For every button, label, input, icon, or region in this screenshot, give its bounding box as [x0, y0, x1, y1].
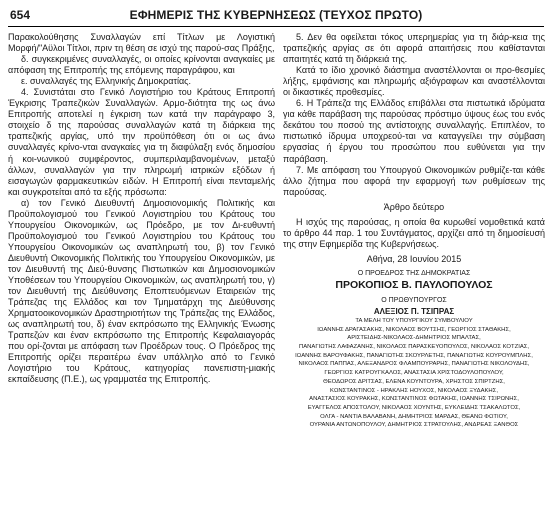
header-rule [8, 26, 544, 27]
president-caption: Ο ΠΡΟΕΔΡΟΣ ΤΗΣ ΔΗΜΟΚΡΑΤΙΑΣ [357, 269, 471, 277]
page-header [8, 8, 544, 24]
council-line: ΚΩΝΣΤΑΝΤΙΝΟΣ - ΗΡΑΚΛΗΣ ΗΟΥΧΟΣ, ΝΙΚΟΛΑΟΣ ΞΥΔΑΚΗΣ, [330, 387, 498, 394]
paragraph: 7. Με απόφαση του Υπουργού Οικονομικών ρυθμίζε-ται κάθε άλλο ζήτημα που αφορά την εφαρμογή των ρυθμίσεων της παρούσας. [283, 164, 545, 197]
council-line: ΓΕΩΡΓΙΟΣ ΚΑΤΡΟΥΓΚΑΛΟΣ, ΑΝΑΣΤΑΣΙΑ ΧΡΙΣΤΟΔΟΥΛΟΠΟΥΛΟΥ, [324, 370, 504, 377]
article-text: Η ισχύς της παρούσας, η οποία θα κυρωθεί νομοθετικά κατά το άρθρο 44 παρ. 1 του Συντάγματος, αρχίζει από τη δημοσίευσή της στην Εφημερίδα της Κυβερνήσεως. [283, 216, 545, 249]
council-line: ΙΩΑΝΝΗΣ ΔΡΑΓΑΣΑΚΗΣ, ΝΙΚΟΛΑΟΣ ΒΟΥΤΣΗΣ, ΓΕΩΡΓΙΟΣ ΣΤΑΘΑΚΗΣ, [317, 326, 511, 333]
paragraph: δ. συγκεκριμένες συναλλαγές, οι οποίες κρίνονται αναγκαίες με απόφαση της Επιτροπής της επόμενης παραγράφου, και [8, 54, 275, 76]
council-line: ΠΑΝΑΓΙΩΤΗΣ ΛΑΦΑΖΑΝΗΣ, ΝΙΚΟΛΑΟΣ ΠΑΡΑΣΚΕΥΟΠΟΥΛΟΣ, ΝΙΚΟΛΑΟΣ ΚΟΤΖΙΑΣ, [298, 344, 530, 351]
council-line: ΝΙΚΟΛΑΟΣ ΠΑΠΠΑΣ, ΑΛΕΞΑΝΔΡΟΣ ΦΛΑΜΠΟΥΡΑΡΗΣ, ΠΑΝΑΓΙΩΤΗΣ ΝΙΚΟΛΟΥΔΗΣ, [298, 361, 530, 368]
paragraph: ε. συναλλαγές της Ελληνικής Δημοκρατίας. [21, 76, 191, 87]
page-number: 654 [10, 8, 31, 22]
council-line: ΟΛΓΑ - ΝΑΝΤΙΑ ΒΑΛΑΒΑΝΗ, ΔΗΜΗΤΡΙΟΣ ΜΑΡΔΑΣ, ΘΕΑΝΩ ΦΩΤΙΟΥ, [320, 413, 508, 420]
council-line: ΑΡΙΣΤΕΙΔΗΣ-ΝΙΚΟΛΑΟΣ-ΔΗΜΗΤΡΙΟΣ ΜΠΑΛΤΑΣ, [347, 335, 481, 342]
council-line: ΑΝΑΣΤΑΣΙΟΣ ΚΟΥΡΑΚΗΣ, ΚΩΝΣΤΑΝΤΙΝΟΣ ΦΩΤΑΚΗΣ, ΙΩΑΝΝΗΣ ΤΣΙΡΩΝΗΣ, [309, 396, 519, 403]
paragraph: α) τον Γενικό Διευθυντή Δημοσιονομικής Πολιτικής και Προϋπολογισμού του Γενικού Λογιστηρίου του Κράτους του Υπουργείου Οικονομικών, ως Πρόεδρο, με τον Δι-ευθυντή Προϋπολογισμού του Γενικού Λογιστηρίου του Κράτους του Υπουργείου Οικονομικών ως αναπληρωτή του, β) τον Γενικό Διευθυντή Οικονομικής Πολιτικής του Υπουργείου Οικονομικών, με τον Διευθυντή της Διεύ-θυνσης Πιστωτικών και Δημοσιονομικών Υποθέσεων του Υπουργείου Οικονομικών, ως αναπληρωτή του, γ) τον Διευθυντή της Διεύθυνσης Εποπτευόμενων Εταιρειών της Τράπεζας της Ελλάδος και τον Τμηματάρχη της Διεύθυνσης Χρηματοοικονομικών Δραστηριοτήτων της Τράπεζας της Ελλάδος, ως αναπληρωτή του, δ) έναν εκπρόσωπο της Ελληνικής Ένωσης Τραπεζών και έναν εκπρόσωπο της Επιτροπής Κεφαλαιαγοράς που ορί-ζονται με απόφαση των Προέδρων τους. Ο Πρόεδρος της Επιτροπής ορίζει περαιτέρω έναν υπάλληλο από το Γενικό Λογιστήριο του Κράτους, κατηγορίας πανεπιστη-μιακής εκπαίδευσης (Π.Ε.), ως γραμματέα της Επιτροπής. [8, 197, 275, 385]
left-column [8, 32, 275, 386]
council-caption: ΤΑ ΜΕΛΗ ΤΟΥ ΥΠΟΥΡΓΙΚΟΥ ΣΥΜΒΟΥΛΙΟΥ [355, 317, 473, 324]
place-date: Αθήνα, 28 Ιουνίου 2015 [366, 253, 462, 264]
president-name: ΠΡΟΚΟΠΙΟΣ Β. ΠΑΥΛΟΠΟΥΛΟΣ [335, 278, 493, 291]
paragraph: 5. Δεν θα οφείλεται τόκος υπερημερίας για τη διάρ-κεια της τραπεζικής αργίας σε ότι αφορά απαιτήσεις που καθίστανται απαιτητές κατά τη διάρκειά της. [283, 32, 545, 65]
council-line: ΘΕΟΔΩΡΟΣ ΔΡΙΤΣΑΣ, ΕΛΕΝΑ ΚΟΥΝΤΟΥΡΑ, ΧΡΗΣΤΟΣ ΣΠΙΡΤΖΗΣ, [323, 378, 505, 385]
paragraph: Παρακολούθησης Συναλλαγών επί Τίτλων με Λογιστική Μορφή/"Αϋλοι Τίτλοι, πριν τη θέση σε ισχύ της παρού-σας Πράξης, [8, 32, 275, 54]
paragraph: 4. Συνιστάται στο Γενικό Λογιστήριο του Κράτους Επιτροπή Έγκρισης Τραπεζικών Συναλλαγών. Αρμο-διότητα της ως άνω Επιτροπής αποτελεί η έγκριση των κατά την παράγραφο 3, στοιχείο δ της παρούσας συναλλαγών κατά τη διάρκεια της τραπεζικής αργίας, υπό την προϋπόθεση ότι οι ως άνω συναλλαγές κρίνο-νται αναγκαίες για τη διαφύλαξη ενός δημοσίου ή κοι-νωνικού συμφέροντος, συμπεριλαμβανομένων, μεταξύ άλλων, συναλλαγών για την πληρωμή ιατρικών εξόδων ή εισαγωγών φαρμακευτικών ειδών. Η Επιτροπή είναι πενταμελής και συγκροτείται από τα εξής πρόσωπα: [8, 87, 275, 197]
paragraph: 6. Η Τράπεζα της Ελλάδος επιβάλλει στα πιστωτικά ιδρύματα για κάθε παράβαση της παρούσας πρόστιμο ύψους έως του ενός δεκάτου του ποσού της αντίστοιχης συναλλαγής. Επιπλέον, το πιστωτικό ίδρυμα υποχρεού-ται να καταγγείλει την σύμβαση εργασίας ή έργου του προσώπου που ευθύνεται για την παράβαση. [283, 98, 545, 164]
pm-name: ΑΛΕΞΙΟΣ Π. ΤΣΙΠΡΑΣ [373, 306, 455, 316]
pm-caption: Ο ΠΡΩΘΥΠΟΥΡΓΟΣ [381, 296, 447, 304]
council-line: ΙΩΑΝΝΗΣ ΒΑΡΟΥΦΑΚΗΣ, ΠΑΝΑΓΙΩΤΗΣ ΣΚΟΥΡΛΕΤΗΣ, ΠΑΝΑΓΙΩΤΗΣ ΚΟΥΡΟΥΜΠΛΗΣ, [295, 352, 533, 359]
council-members [283, 326, 545, 430]
article-title: Άρθρο δεύτερο [383, 201, 445, 212]
council-line: ΟΥΡΑΝΙΑ ΑΝΤΩΝΟΠΟΥΛΟΥ, ΔΗΜΗΤΡΙΟΣ ΣΤΡΑΤΟΥΛΗΣ, ΑΝΔΡΕΑΣ ΞΑΝΘΟΣ [309, 422, 519, 429]
gazette-title: ΕΦΗΜΕΡΙΣ ΤΗΣ ΚΥΒΕΡΝΗΣΕΩΣ (ΤΕΥΧΟΣ ΠΡΩΤΟ) [129, 8, 423, 22]
right-column [283, 32, 545, 430]
council-line: ΕΥΑΓΓΕΛΟΣ ΑΠΟΣΤΟΛΟΥ, ΝΙΚΟΛΑΟΣ ΧΟΥΝΤΗΣ, ΕΥΚΛΕΙΔΗΣ ΤΣΑΚΑΛΩΤΟΣ, [307, 404, 521, 411]
paragraph: Κατά το ίδιο χρονικό διάστημα αναστέλλονται οι προ-θεσμίες λήξης, εμφάνισης και πληρωμής αξιόγραφων και αναστέλλονται οι δικαστικές προθεσμίες. [283, 65, 545, 98]
